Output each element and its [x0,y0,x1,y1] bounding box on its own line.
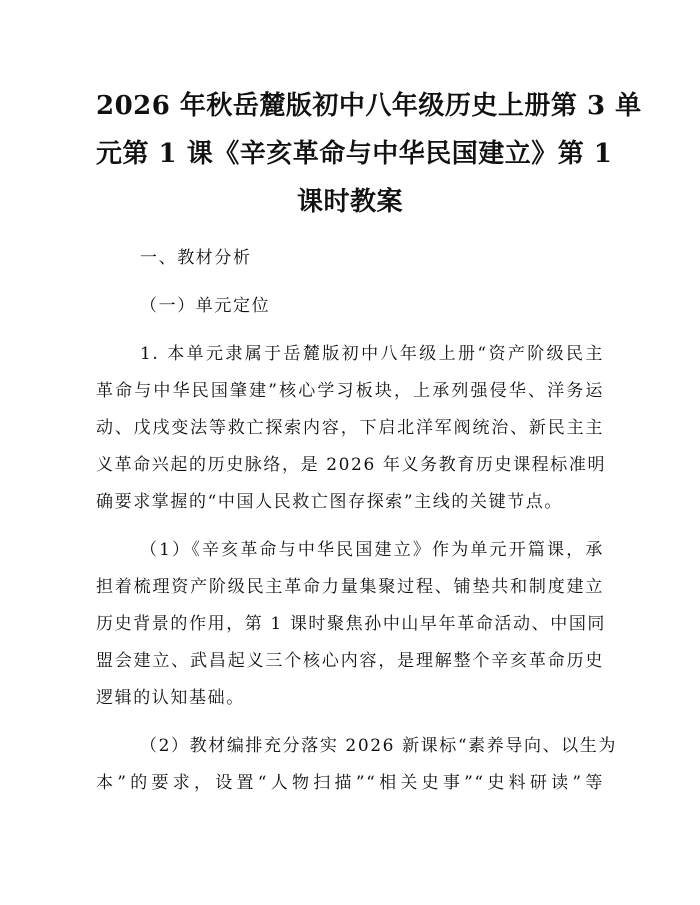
document-title [96,82,642,226]
paragraph-line: （1）《辛亥革命与中华民国建立》作为单元开篇课，承 [140,540,604,560]
paragraph-line: 确要求掌握的“中国人民救亡图存探索”主线的关键节点。 [96,492,563,512]
title-line-3: 课时教案 [296,187,403,217]
paragraph-line: 本”的要求，设置“人物扫描”“相关史事”“史料研读”等 [96,773,604,793]
title-line-2: 元第 1 课《辛亥革命与中华民国建立》第 1 [96,139,613,169]
paragraph-line: 逻辑的认知基础。 [96,688,245,708]
paragraph-line: 担着梳理资产阶级民主革命力量集聚过程、铺垫共和制度建立 [96,577,604,597]
title-line-1: 2026 年秋岳麓版初中八年级历史上册第 3 单 [96,91,642,121]
paragraph-line: 革命与中华民国肇建”核心学习板块，上承列强侵华、洋务运 [96,381,604,401]
paragraph-line: 1. 本单元隶属于岳麓版初中八年级上册“资产阶级民主 [140,344,604,364]
subsection-heading: （一）单元定位 [140,296,271,316]
paragraph-line: 盟会建立、武昌起义三个核心内容，是理解整个辛亥革命历史 [96,651,604,671]
paragraph-line: 义革命兴起的历史脉络，是 2026 年义务教育历史课程标准明 [96,455,607,475]
paragraph-line: 动、戊戌变法等救亡探索内容，下启北洋军阀统治、新民主主 [96,418,604,438]
paragraph-line: 历史背景的作用，第 1 课时聚焦孙中山早年革命活动、中国同 [96,614,607,634]
paragraph-line: （2）教材编排充分落实 2026 新课标“素养导向、以生为 [140,736,617,756]
section-heading: 一、教材分析 [140,248,252,268]
